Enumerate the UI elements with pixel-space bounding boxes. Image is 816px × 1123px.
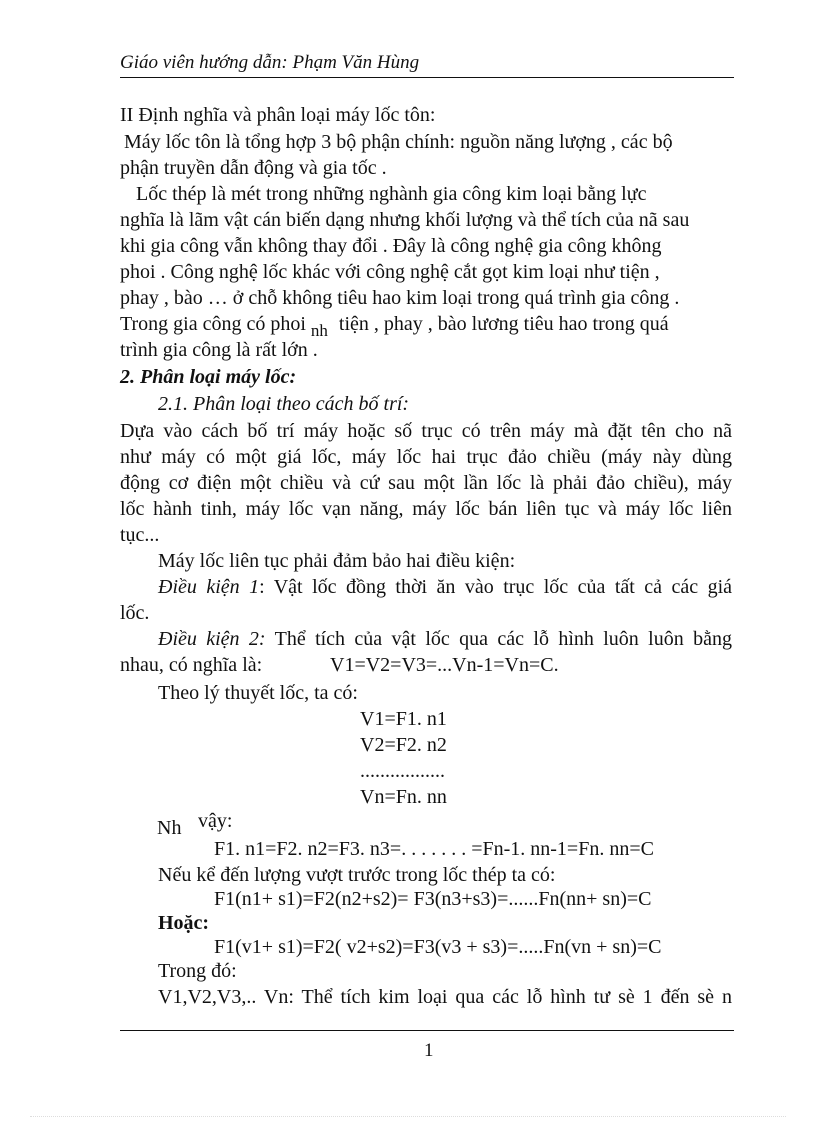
paragraph-line: Nh <box>157 817 182 839</box>
paragraph-line: phay , bào … ở chỗ không tiêu hao kim loại trong quá trình gia công . <box>120 287 680 309</box>
paragraph-line: Theo lý thuyết lốc, ta có: <box>158 682 358 704</box>
paragraph-line: trình gia công là rất lớn . <box>120 339 318 361</box>
equation: Vn=Fn. nn <box>360 786 447 808</box>
equation: V1=F1. n1 <box>360 708 447 730</box>
equation: F1. n1=F2. n2=F3. n3=. . . . . . . =Fn-1. nn-1=Fn. nn=C <box>214 838 654 860</box>
paragraph-line: khi gia công vẫn không thay đổi . Đây là công nghệ gia công không <box>120 235 662 257</box>
paragraph-line: Nếu kể đến lượng vượt trước trong lốc thép ta có: <box>158 864 556 886</box>
paragraph-line: phận truyền dẫn động và gia tốc . <box>120 157 387 179</box>
paragraph-line: lốc hành tinh, máy lốc vạn năng, máy lốc bán liên tục và máy lốc liên <box>120 498 732 520</box>
footer-rule <box>120 1030 734 1031</box>
text-run: tiện , phay , bào lương tiêu hao trong quá <box>338 313 669 335</box>
paragraph-line <box>120 311 669 338</box>
paragraph-line: Máy lốc tôn là tổng hợp 3 bộ phận chính: nguồn năng lượng , các bộ <box>124 131 673 153</box>
paragraph-line: nhau, có nghĩa là: <box>120 654 263 676</box>
paragraph-line: động cơ điện một chiều và cứ sau một lần lốc là phải đảo chiều), máy <box>120 472 732 494</box>
paragraph-line: Trong đó: <box>158 960 237 982</box>
paragraph-line: như máy có một giá lốc, máy lốc hai trục đảo chiều (máy này dùng <box>120 446 732 468</box>
condition-text: Thể tích của vật lốc qua các lỗ hình luôn luôn bằng <box>265 628 732 650</box>
subscript-run: nh <box>310 321 328 340</box>
paragraph-line: lốc. <box>120 602 150 624</box>
condition-label: Điều kiện 2: <box>158 628 266 650</box>
page-header: Giáo viên hướng dẫn: Phạm Văn Hùng <box>120 52 420 73</box>
paragraph-line: Lốc thép là mét trong những nghành gia công kim loại bằng lực <box>136 183 647 205</box>
equation: F1(n1+ s1)=F2(n2+s2)= F3(n3+s3)=......Fn(nn+ sn)=C <box>214 888 652 910</box>
text-run: Trong gia công có phoi <box>120 313 306 335</box>
condition-1 <box>158 574 732 600</box>
paragraph-line: Hoặc: <box>158 912 210 934</box>
bottom-border <box>30 1116 786 1117</box>
paragraph-line: Dựa vào cách bố trí máy hoặc số trục có trên máy mà đặt tên cho nã <box>120 420 732 442</box>
subsection-heading: 2.1. Phân loại theo cách bố trí: <box>158 393 410 415</box>
condition-label: Điều kiện 1 <box>158 576 260 598</box>
equation: V1=V2=V3=...Vn-1=Vn=C. <box>330 654 559 676</box>
equation: F1(v1+ s1)=F2( v2+s2)=F3(v3 + s3)=.....Fn(vn + sn)=C <box>214 936 662 958</box>
equation: V2=F2. n2 <box>360 734 447 756</box>
paragraph-line: tục... <box>120 524 160 546</box>
condition-2 <box>158 626 732 652</box>
paragraph-line: phoi . Công nghệ lốc khác với công nghệ cắt gọt kim loại như tiện , <box>120 261 660 283</box>
paragraph-line: vậy: <box>198 810 233 832</box>
paragraph-line: nghĩa là lãm vật cán biến dạng nhưng khối lượng và thể tích của nã sau <box>120 209 690 231</box>
section-heading-definition: II Định nghĩa và phân loại máy lốc tôn: <box>120 104 436 126</box>
header-rule <box>120 77 734 78</box>
section-heading-classification: 2. Phân loại máy lốc: <box>120 366 297 388</box>
paragraph-line: V1,V2,V3,.. Vn: Thể tích kim loại qua các lỗ hình tư sè 1 đến sè n <box>158 986 732 1008</box>
page-number: 1 <box>424 1040 434 1061</box>
condition-text: : Vật lốc đồng thời ăn vào trục lốc của tất cả các giá <box>259 576 732 598</box>
paragraph-line: Máy lốc liên tục phải đảm bảo hai điều kiện: <box>158 550 516 572</box>
equation-ellipsis: ................. <box>360 760 445 782</box>
